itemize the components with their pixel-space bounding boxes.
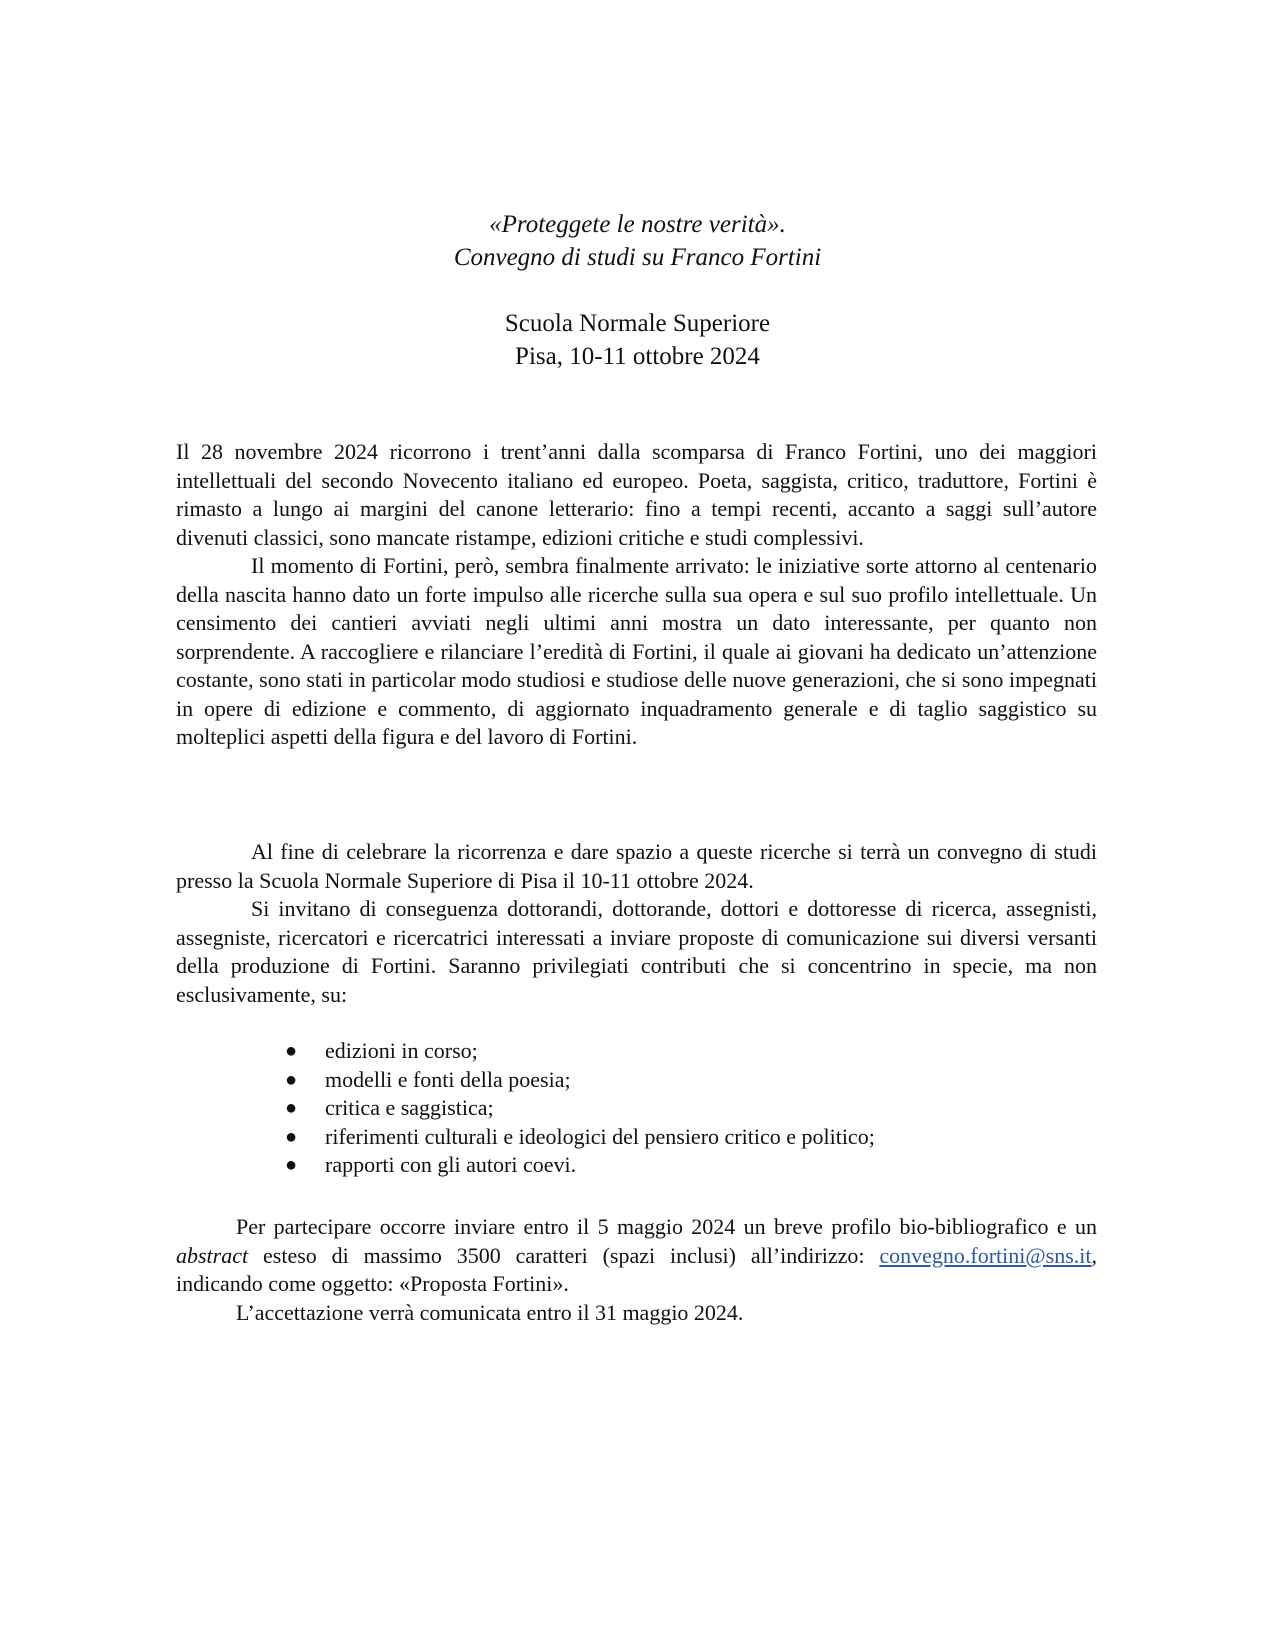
paragraph-anniversary: Il 28 novembre 2024 ricorrono i trent’anni dalla scomparsa di Franco Fortini, uno dei maggiori intellettuali del secondo Novecento italiano ed europeo. Poeta, saggista, critico, traduttore, Fortini è rimasto a lungo ai margini del canone letterario: fino a tempi recenti, accanto a saggi sull’autore divenuti classici, sono mancate ristampe, edizioni critiche e studi complessivi. bbox=[176, 439, 1097, 550]
paragraph-acceptance-notice: L’accettazione verrà comunicata entro il 31 maggio 2024. bbox=[236, 1299, 744, 1325]
bullet-icon: ● bbox=[285, 1154, 298, 1176]
conference-title bbox=[0, 208, 1275, 274]
submission-section bbox=[176, 1213, 1097, 1327]
title-line-subtitle: Convegno di studi su Franco Fortini bbox=[453, 244, 822, 271]
topic-label: modelli e fonti della poesia; bbox=[325, 1066, 571, 1092]
paragraph-submission-instructions bbox=[176, 1213, 1097, 1299]
submission-text-end: , indicando come oggetto: «Proposta Fortini». bbox=[176, 1242, 1097, 1296]
bullet-icon: ● bbox=[285, 1068, 298, 1091]
bullet-icon: ● bbox=[285, 1097, 298, 1119]
topic-label: rapporti con gli autori coevi. bbox=[325, 1152, 577, 1177]
list-item bbox=[283, 1151, 1083, 1180]
paragraph-call-for-papers: Si invitano di conseguenza dottorandi, dottorande, dottori e dottoresse di ricerca, assegnisti, assegniste, ricercatori e ricercatrici interessati a inviare proposte di comunicazione sui diversi versanti della produzione di Fortini. Saranno privilegiati contributi che si concentrino in specie, ma non esclusivamente, su: bbox=[176, 896, 1097, 1007]
submission-text-start: Per partecipare occorre inviare entro il 5 maggio 2024 un breve profilo bio-bibliografico e un bbox=[236, 1214, 1097, 1239]
conference-venue bbox=[0, 307, 1275, 373]
list-item bbox=[283, 1037, 1083, 1066]
list-item bbox=[283, 1066, 1083, 1095]
venue-place-date: Pisa, 10-11 ottobre 2024 bbox=[515, 343, 760, 370]
venue-institution: Scuola Normale Superiore bbox=[504, 310, 771, 337]
topic-label: riferimenti culturali e ideologici del pensiero critico e politico; bbox=[325, 1123, 875, 1149]
list-item bbox=[283, 1094, 1083, 1123]
topics-list bbox=[283, 1037, 1083, 1180]
list-item bbox=[283, 1123, 1083, 1152]
topic-label: critica e saggistica; bbox=[325, 1095, 494, 1120]
email-link[interactable]: convegno.fortini@sns.it bbox=[879, 1242, 1092, 1268]
paragraph-conference-announcement: Al fine di celebrare la ricorrenza e dare spazio a queste ricerche si terrà un convegno di studi presso la Scuola Normale Superiore di Pisa il 10-11 ottobre 2024. bbox=[176, 839, 1097, 893]
intro-section bbox=[176, 438, 1097, 752]
call-section bbox=[176, 838, 1097, 1009]
bullet-icon: ● bbox=[285, 1040, 298, 1062]
topic-label: edizioni in corso; bbox=[325, 1038, 478, 1063]
bullet-icon: ● bbox=[285, 1125, 298, 1148]
submission-text-middle: esteso di massimo 3500 caratteri (spazi inclusi) all’indirizzo: bbox=[248, 1242, 880, 1268]
paragraph-research-context: Il momento di Fortini, però, sembra finalmente arrivato: le iniziative sorte attorno al centenario della nascita hanno dato un forte impulso alle ricerche sulla sua opera e sul suo profilo intellettuale. Un censimento dei cantieri avviati negli ultimi anni mostra un dato interessante, per quanto non sorprendente. A raccogliere e rilanciare l’eredità di Fortini, il quale ai giovani ha dedicato un’attenzione costante, sono stati in particolar modo studiosi e studiose delle nuove generazioni, che si sono impegnati in opere di edizione e commento, di aggiornato inquadramento generale e di taglio saggistico su molteplici aspetti della figura e del lavoro di Fortini. bbox=[176, 553, 1097, 749]
abstract-term: abstract bbox=[176, 1242, 249, 1268]
title-line-quote: «Proteggete le nostre verità». bbox=[489, 211, 786, 238]
